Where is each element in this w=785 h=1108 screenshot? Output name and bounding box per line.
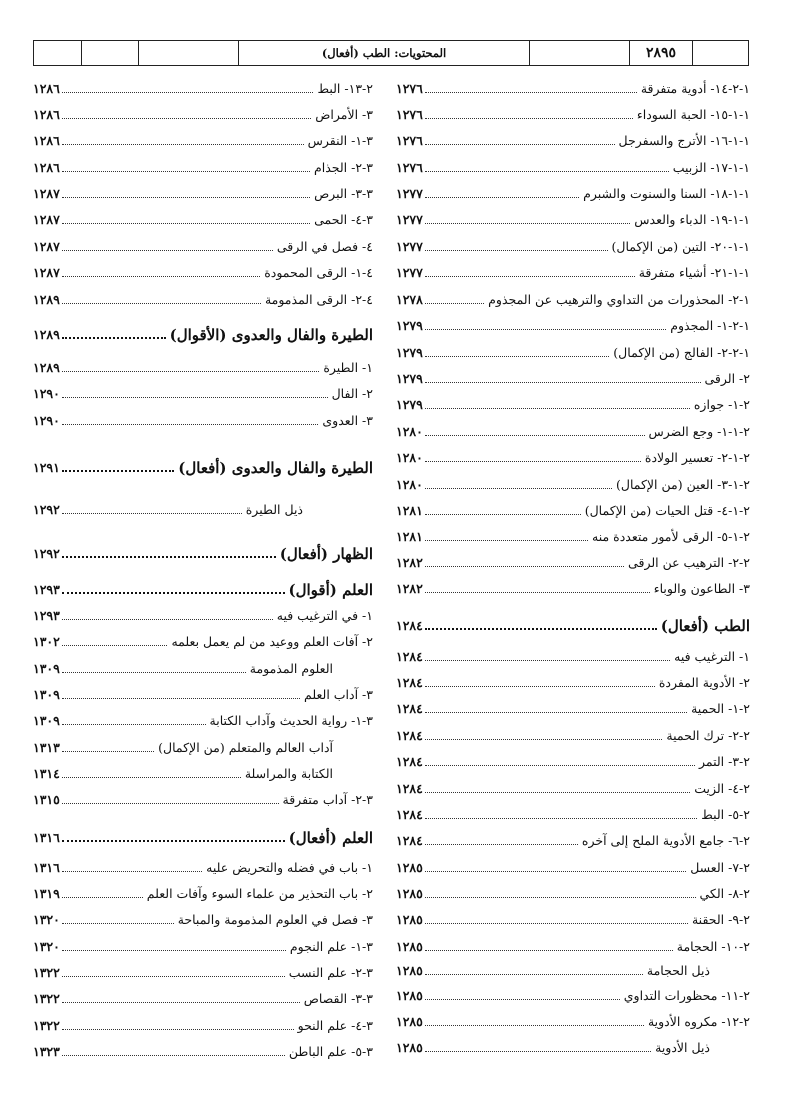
toc-entry bbox=[396, 695, 750, 717]
toc-entry bbox=[396, 233, 750, 255]
dot-leader bbox=[62, 698, 300, 699]
toc-entry bbox=[33, 496, 373, 518]
toc-entry-title: ١-٢-١- المجذوم bbox=[670, 318, 750, 333]
dot-leader bbox=[425, 540, 588, 541]
toc-entry bbox=[33, 880, 373, 902]
dot-leader bbox=[425, 514, 581, 515]
toc-entry-title: ٣-٣- البرص bbox=[314, 186, 373, 201]
toc-entry-title: ٢-١-٢- تعسير الولادة bbox=[644, 450, 750, 465]
toc-entry-title: ٤-١- الرقى المحمودة bbox=[264, 265, 373, 280]
dot-leader bbox=[425, 382, 701, 383]
toc-page-number: ١٢٨٩ bbox=[33, 292, 60, 307]
toc-page-number: ١٢٨٥ bbox=[396, 988, 423, 1003]
toc-entry-title: ٣-٤- الحمى bbox=[314, 212, 373, 227]
toc-page-number: ١٢٨٤ bbox=[396, 833, 423, 848]
dot-leader bbox=[425, 435, 645, 436]
toc-section-heading bbox=[33, 572, 373, 598]
toc-entry bbox=[33, 233, 373, 255]
toc-entry-title: ١-١-١٧- الزبيب bbox=[672, 160, 750, 175]
toc-entry-title: ١- باب في فضله والتحريض عليه bbox=[206, 860, 373, 875]
toc-entry-title: ١- الطيرة bbox=[323, 360, 373, 375]
toc-entry-title: ٢-٧- العسل bbox=[690, 860, 750, 875]
toc-page-number: ١٢٨٩ bbox=[33, 327, 60, 342]
toc-page-number: ١٢٩٢ bbox=[33, 546, 60, 561]
toc-page-number: ١٢٩٣ bbox=[33, 582, 60, 597]
toc-page-number: ١٢٧٩ bbox=[396, 318, 423, 333]
toc-entry bbox=[396, 957, 750, 979]
toc-entry-title: ١-٢-٢- الفالج (من الإكمال) bbox=[613, 345, 750, 360]
toc-entry bbox=[33, 286, 373, 308]
toc-page-number: ١٢٨٥ bbox=[396, 1014, 423, 1029]
toc-entry bbox=[396, 854, 750, 876]
toc-entry bbox=[396, 748, 750, 770]
dot-leader bbox=[425, 592, 650, 593]
dot-leader bbox=[425, 92, 637, 93]
toc-entry bbox=[33, 707, 373, 729]
toc-page-number: ١٣١٦ bbox=[33, 830, 60, 845]
toc-page-number: ١٢٧٧ bbox=[396, 212, 423, 227]
toc-page-number: ١٣٠٢ bbox=[33, 634, 60, 649]
dot-leader bbox=[425, 223, 630, 224]
toc-entry bbox=[396, 722, 750, 744]
toc-entry-title: ٣-٢- علم النسب bbox=[288, 965, 373, 980]
dot-leader bbox=[62, 1029, 294, 1030]
toc-entry-title: ٢-٤- الزيت bbox=[694, 781, 750, 796]
dot-leader bbox=[425, 792, 690, 793]
dot-leader bbox=[62, 276, 260, 277]
toc-entry bbox=[396, 1008, 750, 1030]
toc-entry bbox=[33, 985, 373, 1007]
toc-entry-title: ١-٢-١٤- أدوية متفرقة bbox=[640, 81, 750, 96]
toc-entry-title: ٣-١- النقرس bbox=[307, 133, 373, 148]
toc-entry-title: ١-٢- المحذورات من التداوي والترهيب عن المجذوم bbox=[488, 292, 750, 307]
dot-leader bbox=[62, 337, 166, 339]
toc-entry-title: ١-١-٢١- أشياء متفرقة bbox=[638, 265, 750, 280]
toc-entry-title: ٢-١-١- وجع الضرس bbox=[648, 424, 750, 439]
toc-section-heading bbox=[396, 608, 750, 634]
dot-leader bbox=[425, 712, 687, 713]
toc-entry bbox=[396, 906, 750, 928]
toc-page-number: ١٢٨٦ bbox=[33, 160, 60, 175]
toc-page-number: ١٣٢٢ bbox=[33, 1018, 60, 1033]
toc-entry bbox=[396, 391, 750, 413]
toc-page-number: ١٢٨١ bbox=[396, 529, 423, 544]
toc-entry-title: ١- في الترغيب فيه bbox=[276, 608, 373, 623]
toc-page-number: ١٢٧٩ bbox=[396, 397, 423, 412]
toc-entry bbox=[396, 75, 750, 97]
dot-leader bbox=[62, 92, 314, 93]
toc-entry bbox=[396, 933, 750, 955]
dot-leader bbox=[425, 844, 578, 845]
toc-entry-title: ٢- آفات العلم ووعيد من لم يعمل بعلمه bbox=[171, 634, 373, 649]
dot-leader bbox=[425, 974, 643, 975]
dot-leader bbox=[62, 672, 246, 673]
toc-entry bbox=[396, 312, 750, 334]
toc-page-number: ١٣٢٢ bbox=[33, 965, 60, 980]
toc-entry-title: ٣-١- رواية الحديث وآداب الكتابة bbox=[209, 713, 373, 728]
toc-page-number: ١٢٨٤ bbox=[396, 675, 423, 690]
dot-leader bbox=[62, 950, 286, 951]
dot-leader bbox=[425, 303, 484, 304]
toc-entry bbox=[396, 471, 750, 493]
toc-entry bbox=[396, 154, 750, 176]
toc-entry-title: ٢- باب التحذير من علماء السوء وآفات العلم bbox=[146, 886, 373, 901]
toc-entry bbox=[33, 101, 373, 123]
page-number: ٢٨٩٥ bbox=[630, 41, 693, 65]
dot-leader bbox=[62, 777, 241, 778]
toc-page-number: ١٢٨٧ bbox=[33, 212, 60, 227]
header-title: المحتويات: الطب (أفعال) bbox=[239, 41, 530, 65]
toc-page-number: ١٣١٩ bbox=[33, 886, 60, 901]
toc-entry bbox=[396, 259, 750, 281]
toc-entry bbox=[396, 365, 750, 387]
toc-page-number: ١٢٧٧ bbox=[396, 186, 423, 201]
toc-page-number: ١٢٨٢ bbox=[396, 581, 423, 596]
toc-page-number: ١٢٧٦ bbox=[396, 81, 423, 96]
toc-entry-title: ٢-٥- البط bbox=[701, 807, 750, 822]
dot-leader bbox=[62, 144, 304, 145]
toc-page-number: ١٣٢٠ bbox=[33, 939, 60, 954]
toc-entry-title: ٣-٣- القصاص bbox=[303, 991, 373, 1006]
toc-entry-title: ٣-٢- آداب متفرقة bbox=[282, 792, 373, 807]
toc-entry-title: ١-١-١٥- الحبة السوداء bbox=[636, 107, 750, 122]
dot-leader bbox=[425, 686, 655, 687]
toc-entry-title: ٢-١٢- مكروه الأدوية bbox=[647, 1014, 750, 1029]
dot-leader bbox=[62, 397, 328, 398]
toc-entry-title: ٣- العدوى bbox=[322, 413, 373, 428]
dot-leader bbox=[62, 840, 285, 842]
toc-page-number: ١٢٨٤ bbox=[396, 649, 423, 664]
toc-page-number: ١٢٨٠ bbox=[396, 477, 423, 492]
toc-page-number: ١٢٨٦ bbox=[33, 81, 60, 96]
dot-leader bbox=[425, 566, 624, 567]
toc-entry bbox=[396, 127, 750, 149]
toc-page-number: ١٢٩١ bbox=[33, 460, 60, 475]
header-cell bbox=[693, 41, 748, 65]
toc-entry-title: ١- الترغيب فيه bbox=[674, 649, 750, 664]
dot-leader bbox=[425, 660, 670, 661]
dot-leader bbox=[425, 628, 657, 630]
toc-entry-title: الطب (أفعال) bbox=[660, 617, 750, 635]
toc-entry bbox=[33, 906, 373, 928]
dot-leader bbox=[62, 250, 273, 251]
toc-entry-title: العلوم المذمومة bbox=[249, 661, 333, 676]
toc-page-number: ١٢٨٥ bbox=[396, 912, 423, 927]
toc-entry-title: ٢-١٠- الحجامة bbox=[676, 939, 750, 954]
toc-page-number: ١٢٨٢ bbox=[396, 555, 423, 570]
toc-entry bbox=[396, 827, 750, 849]
toc-entry-title: ٤- فصل في الرقى bbox=[276, 239, 373, 254]
toc-entry bbox=[396, 339, 750, 361]
toc-page-number: ١٢٨٧ bbox=[33, 186, 60, 201]
toc-page-number: ١٢٧٦ bbox=[396, 107, 423, 122]
toc-page-number: ١٢٨٦ bbox=[33, 133, 60, 148]
dot-leader bbox=[425, 250, 608, 251]
header-cell bbox=[82, 41, 139, 65]
dot-leader bbox=[425, 276, 635, 277]
dot-leader bbox=[425, 197, 579, 198]
toc-entry bbox=[396, 444, 750, 466]
toc-page-number: ١٢٨٤ bbox=[396, 728, 423, 743]
toc-entry-title: ٣-٤- علم النحو bbox=[297, 1018, 373, 1033]
dot-leader bbox=[425, 329, 666, 330]
toc-entry-title: الظهار (أفعال) bbox=[279, 545, 373, 563]
toc-page-number: ١٢٨٠ bbox=[396, 450, 423, 465]
toc-entry-title: ١-١-١٦- الأترج والسفرجل bbox=[618, 133, 750, 148]
dot-leader bbox=[62, 424, 319, 425]
toc-page-number: ١٢٨٤ bbox=[396, 781, 423, 796]
dot-leader bbox=[425, 171, 669, 172]
toc-entry bbox=[33, 655, 373, 677]
dot-leader bbox=[62, 1055, 285, 1056]
dot-leader bbox=[62, 197, 310, 198]
toc-entry-title: ٢-١٣- البط bbox=[317, 81, 373, 96]
toc-entry bbox=[33, 154, 373, 176]
dot-leader bbox=[425, 144, 615, 145]
dot-leader bbox=[62, 470, 174, 472]
toc-page-number: ١٣١٣ bbox=[33, 740, 60, 755]
toc-entry-title: ٢-١-٤- قتل الحيات (من الإكمال) bbox=[584, 503, 750, 518]
dot-leader bbox=[62, 619, 273, 620]
dot-leader bbox=[425, 461, 641, 462]
toc-entry bbox=[33, 180, 373, 202]
dot-leader bbox=[62, 556, 276, 558]
toc-page-number: ١٢٨٠ bbox=[396, 424, 423, 439]
dot-leader bbox=[425, 739, 663, 740]
dot-leader bbox=[62, 371, 319, 372]
toc-entry-title: ١-١-١٨- السنا والسنوت والشبرم bbox=[583, 186, 750, 201]
toc-page-number: ١٢٩٣ bbox=[33, 608, 60, 623]
toc-entry bbox=[33, 75, 373, 97]
dot-leader bbox=[62, 724, 206, 725]
toc-entry-title: العلم (أفعال) bbox=[288, 829, 373, 847]
toc-page-number: ١٢٧٧ bbox=[396, 239, 423, 254]
toc-entry-title: ٤-٢- الرقى المذمومة bbox=[264, 292, 373, 307]
toc-entry-title: ٣-٥- علم الباطن bbox=[288, 1044, 373, 1059]
dot-leader bbox=[62, 118, 311, 119]
toc-page-number: ١٢٨٧ bbox=[33, 265, 60, 280]
toc-page-number: ١٣٢٠ bbox=[33, 912, 60, 927]
toc-entry-title: ذيل الأدوية bbox=[655, 1040, 710, 1055]
toc-entry bbox=[396, 880, 750, 902]
toc-page-number: ١٣٢٣ bbox=[33, 1044, 60, 1059]
dot-leader bbox=[62, 303, 261, 304]
toc-page-number: ١٢٨٦ bbox=[33, 107, 60, 122]
dot-leader bbox=[425, 999, 620, 1000]
toc-entry bbox=[396, 801, 750, 823]
toc-entry bbox=[33, 1012, 373, 1034]
toc-entry-title: ٣-٢- الجذام bbox=[314, 160, 373, 175]
toc-page-number: ١٢٨٤ bbox=[396, 807, 423, 822]
toc-entry-title: ٢-٦- جامع الأدوية الملح إلى آخره bbox=[581, 833, 750, 848]
toc-page-number: ١٢٧٧ bbox=[396, 265, 423, 280]
dot-leader bbox=[425, 765, 695, 766]
toc-entry-title: ٢- الرقى bbox=[704, 371, 750, 386]
toc-entry bbox=[33, 127, 373, 149]
dot-leader bbox=[425, 950, 673, 951]
dot-leader bbox=[62, 223, 310, 224]
toc-page-number: ١٢٧٨ bbox=[396, 292, 423, 307]
toc-page-number: ١٢٧٩ bbox=[396, 345, 423, 360]
toc-entry-title: العلم (أقوال) bbox=[288, 581, 373, 599]
dot-leader bbox=[425, 897, 696, 898]
dot-leader bbox=[62, 1002, 300, 1003]
toc-entry-title: ٢- الفال bbox=[331, 386, 373, 401]
toc-page-number: ١٢٨٤ bbox=[396, 754, 423, 769]
toc-entry bbox=[33, 854, 373, 876]
toc-section-heading bbox=[33, 820, 373, 846]
toc-page-number: ١٢٨٥ bbox=[396, 886, 423, 901]
dot-leader bbox=[425, 488, 612, 489]
toc-entry bbox=[396, 180, 750, 202]
toc-page-number: ١٣١٥ bbox=[33, 792, 60, 807]
toc-entry-title: ٢-١-٥- الرقى لأمور متعددة منه bbox=[592, 529, 750, 544]
toc-entry bbox=[33, 602, 373, 624]
header-cell bbox=[34, 41, 82, 65]
dot-leader bbox=[425, 1051, 651, 1052]
page-header bbox=[33, 40, 749, 66]
toc-entry bbox=[33, 933, 373, 955]
toc-page-number: ١٢٨٤ bbox=[396, 618, 423, 633]
toc-page-number: ١٣٠٩ bbox=[33, 713, 60, 728]
toc-page-number: ١٣١٦ bbox=[33, 860, 60, 875]
dot-leader bbox=[425, 118, 633, 119]
toc-page-number: ١٢٨١ bbox=[396, 503, 423, 518]
toc-page-number: ١٢٧٦ bbox=[396, 160, 423, 175]
toc-entry bbox=[33, 380, 373, 402]
toc-entry bbox=[396, 775, 750, 797]
dot-leader bbox=[425, 818, 697, 819]
toc-page-number: ١٢٨٥ bbox=[396, 860, 423, 875]
toc-page-number: ١٣٠٩ bbox=[33, 661, 60, 676]
toc-page-number: ١٣٠٩ bbox=[33, 687, 60, 702]
toc-section-heading bbox=[33, 450, 373, 476]
toc-entry bbox=[33, 760, 373, 782]
toc-entry-title: ٣- آداب العلم bbox=[304, 687, 373, 702]
toc-entry-title: ذيل الحجامة bbox=[646, 963, 710, 978]
toc-entry-title: ٢-٢- الترهيب عن الرقى bbox=[628, 555, 750, 570]
toc-entry-title: الطيرة والفال والعدوى (أفعال) bbox=[178, 459, 373, 477]
toc-entry-title: ٢-٩- الحقنة bbox=[691, 912, 750, 927]
toc-entry bbox=[33, 407, 373, 429]
toc-entry-title: ٢-٣- التمر bbox=[698, 754, 750, 769]
toc-entry bbox=[396, 549, 750, 571]
toc-entry bbox=[396, 101, 750, 123]
toc-entry bbox=[396, 669, 750, 691]
toc-page-number: ١٢٧٦ bbox=[396, 133, 423, 148]
toc-page-number: ١٢٨٥ bbox=[396, 1040, 423, 1055]
toc-entry-title: ٢-١١- محظورات التداوي bbox=[623, 988, 750, 1003]
header-cell bbox=[139, 41, 239, 65]
toc-entry-title: ٣- الطاعون والوباء bbox=[653, 581, 750, 596]
toc-page-number: ١٢٨٩ bbox=[33, 360, 60, 375]
toc-entry bbox=[396, 982, 750, 1004]
toc-entry-title: الكتابة والمراسلة bbox=[244, 766, 333, 781]
toc-entry bbox=[33, 628, 373, 650]
toc-page-number: ١٢٨٤ bbox=[396, 701, 423, 716]
toc-entry bbox=[396, 575, 750, 597]
header-cell bbox=[530, 41, 630, 65]
toc-entry-title: ١-١-٢٠- التين (من الإكمال) bbox=[611, 239, 750, 254]
toc-entry-title: ٢-١- جوازه bbox=[693, 397, 750, 412]
toc-entry bbox=[396, 497, 750, 519]
toc-entry-title: ١-١-١٩- الدباء والعدس bbox=[634, 212, 750, 227]
toc-entry bbox=[396, 418, 750, 440]
toc-section-heading bbox=[33, 536, 373, 562]
toc-entry-title: ٢-١- الحمية bbox=[691, 701, 750, 716]
toc-entry bbox=[33, 259, 373, 281]
dot-leader bbox=[425, 1025, 644, 1026]
toc-entry-title: آداب العالم والمتعلم (من الإكمال) bbox=[158, 740, 333, 755]
toc-page-number: ١٢٨٧ bbox=[33, 239, 60, 254]
toc-page-number: ١٣١٤ bbox=[33, 766, 60, 781]
toc-page-number: ١٢٨٥ bbox=[396, 963, 423, 978]
dot-leader bbox=[62, 897, 143, 898]
toc-entry bbox=[33, 1038, 373, 1060]
dot-leader bbox=[62, 513, 242, 514]
dot-leader bbox=[425, 923, 688, 924]
toc-section-heading bbox=[33, 317, 373, 343]
toc-entry bbox=[396, 643, 750, 665]
toc-entry-title: الطيرة والفال والعدوى (الأقوال) bbox=[169, 326, 373, 344]
toc-page-number: ١٢٩٠ bbox=[33, 413, 60, 428]
dot-leader bbox=[62, 803, 279, 804]
toc-entry bbox=[396, 286, 750, 308]
toc-entry-title: ذيل الطيرة bbox=[245, 502, 303, 517]
toc-page-number: ١٢٩٢ bbox=[33, 502, 60, 517]
dot-leader bbox=[62, 923, 174, 924]
dot-leader bbox=[62, 976, 285, 977]
toc-entry-title: ٢-١-٣- العين (من الإكمال) bbox=[615, 477, 750, 492]
toc-page-number: ١٣٢٢ bbox=[33, 991, 60, 1006]
toc-entry bbox=[396, 206, 750, 228]
dot-leader bbox=[62, 645, 168, 646]
dot-leader bbox=[62, 592, 285, 594]
dot-leader bbox=[425, 871, 686, 872]
dot-leader bbox=[62, 751, 154, 752]
toc-entry-title: ٢-٨- الكي bbox=[699, 886, 750, 901]
toc-page-number: ١٢٨٥ bbox=[396, 939, 423, 954]
dot-leader bbox=[62, 871, 202, 872]
toc-entry-title: ٢-٢- ترك الحمية bbox=[666, 728, 750, 743]
toc-page-number: ١٢٩٠ bbox=[33, 386, 60, 401]
dot-leader bbox=[425, 356, 609, 357]
dot-leader bbox=[62, 171, 310, 172]
toc-entry bbox=[33, 681, 373, 703]
toc-entry-title: ٣-١- علم النجوم bbox=[289, 939, 373, 954]
toc-entry bbox=[33, 786, 373, 808]
toc-entry-title: ٣- فصل في العلوم المذمومة والمباحة bbox=[177, 912, 373, 927]
toc-entry bbox=[396, 1034, 750, 1056]
toc-page-number: ١٢٧٩ bbox=[396, 371, 423, 386]
toc-entry bbox=[33, 354, 373, 376]
toc-entry-title: ٢- الأدوية المفردة bbox=[658, 675, 750, 690]
toc-entry-title: ٣- الأمراض bbox=[315, 107, 373, 122]
dot-leader bbox=[425, 408, 690, 409]
toc-entry bbox=[33, 959, 373, 981]
toc-entry bbox=[396, 523, 750, 545]
toc-entry bbox=[33, 734, 373, 756]
toc-entry bbox=[33, 206, 373, 228]
